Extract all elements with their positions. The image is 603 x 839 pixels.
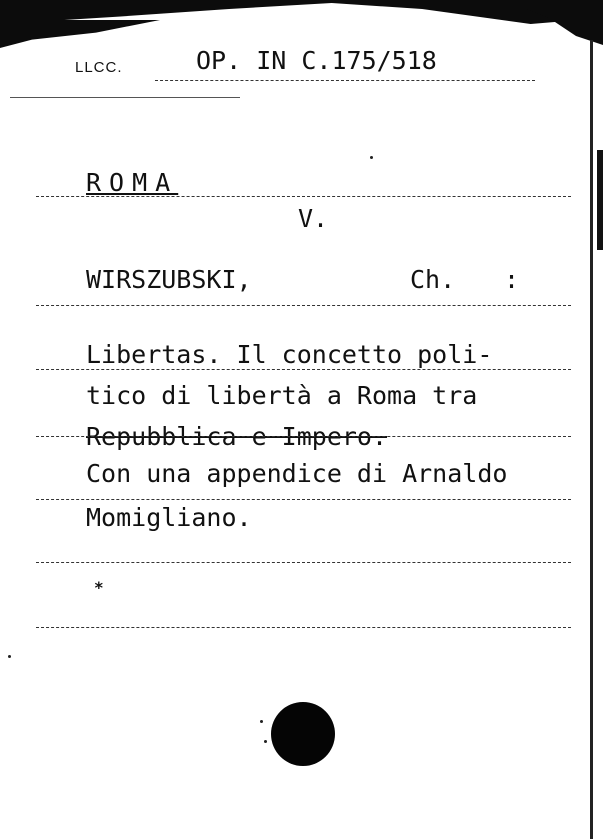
title-rule-3 bbox=[36, 499, 571, 500]
scan-speck bbox=[260, 720, 263, 723]
scan-edge-top-left bbox=[0, 20, 160, 48]
title-line-4: Con una appendice di Arnaldo bbox=[86, 459, 508, 488]
author-rule bbox=[36, 305, 571, 306]
scan-edge-right-mark bbox=[597, 150, 603, 250]
author-initial: Ch. bbox=[410, 265, 456, 294]
title-rule-2 bbox=[36, 436, 571, 437]
filing-punch-hole bbox=[271, 702, 335, 766]
title-rule-4 bbox=[36, 562, 571, 563]
scan-speck bbox=[264, 740, 267, 743]
title-line-3: Repubblica e Impero. bbox=[86, 422, 388, 451]
title-rule-1 bbox=[36, 369, 571, 370]
author-separator: : bbox=[504, 265, 520, 294]
scan-edge-right bbox=[590, 40, 593, 839]
header-rule bbox=[10, 97, 240, 98]
shelfmark-rule bbox=[155, 80, 535, 81]
bottom-rule bbox=[36, 627, 571, 628]
entry-marker: * bbox=[94, 578, 104, 597]
title-line-5: Momigliano. bbox=[86, 503, 252, 532]
title-line-2: tico di libertà a Roma tra bbox=[86, 381, 478, 410]
collocation-prefix: LLCC. bbox=[75, 59, 123, 76]
subject-rule bbox=[36, 196, 571, 197]
shelfmark: OP. IN C.175/518 bbox=[196, 46, 437, 75]
scan-speck bbox=[370, 156, 373, 159]
author-surname: WIRSZUBSKI, bbox=[86, 265, 252, 294]
reference-marker: V. bbox=[298, 204, 329, 233]
subject-heading: ROMA bbox=[86, 168, 179, 197]
scan-speck bbox=[8, 655, 11, 658]
title-line-1: Libertas. Il concetto poli- bbox=[86, 340, 493, 369]
